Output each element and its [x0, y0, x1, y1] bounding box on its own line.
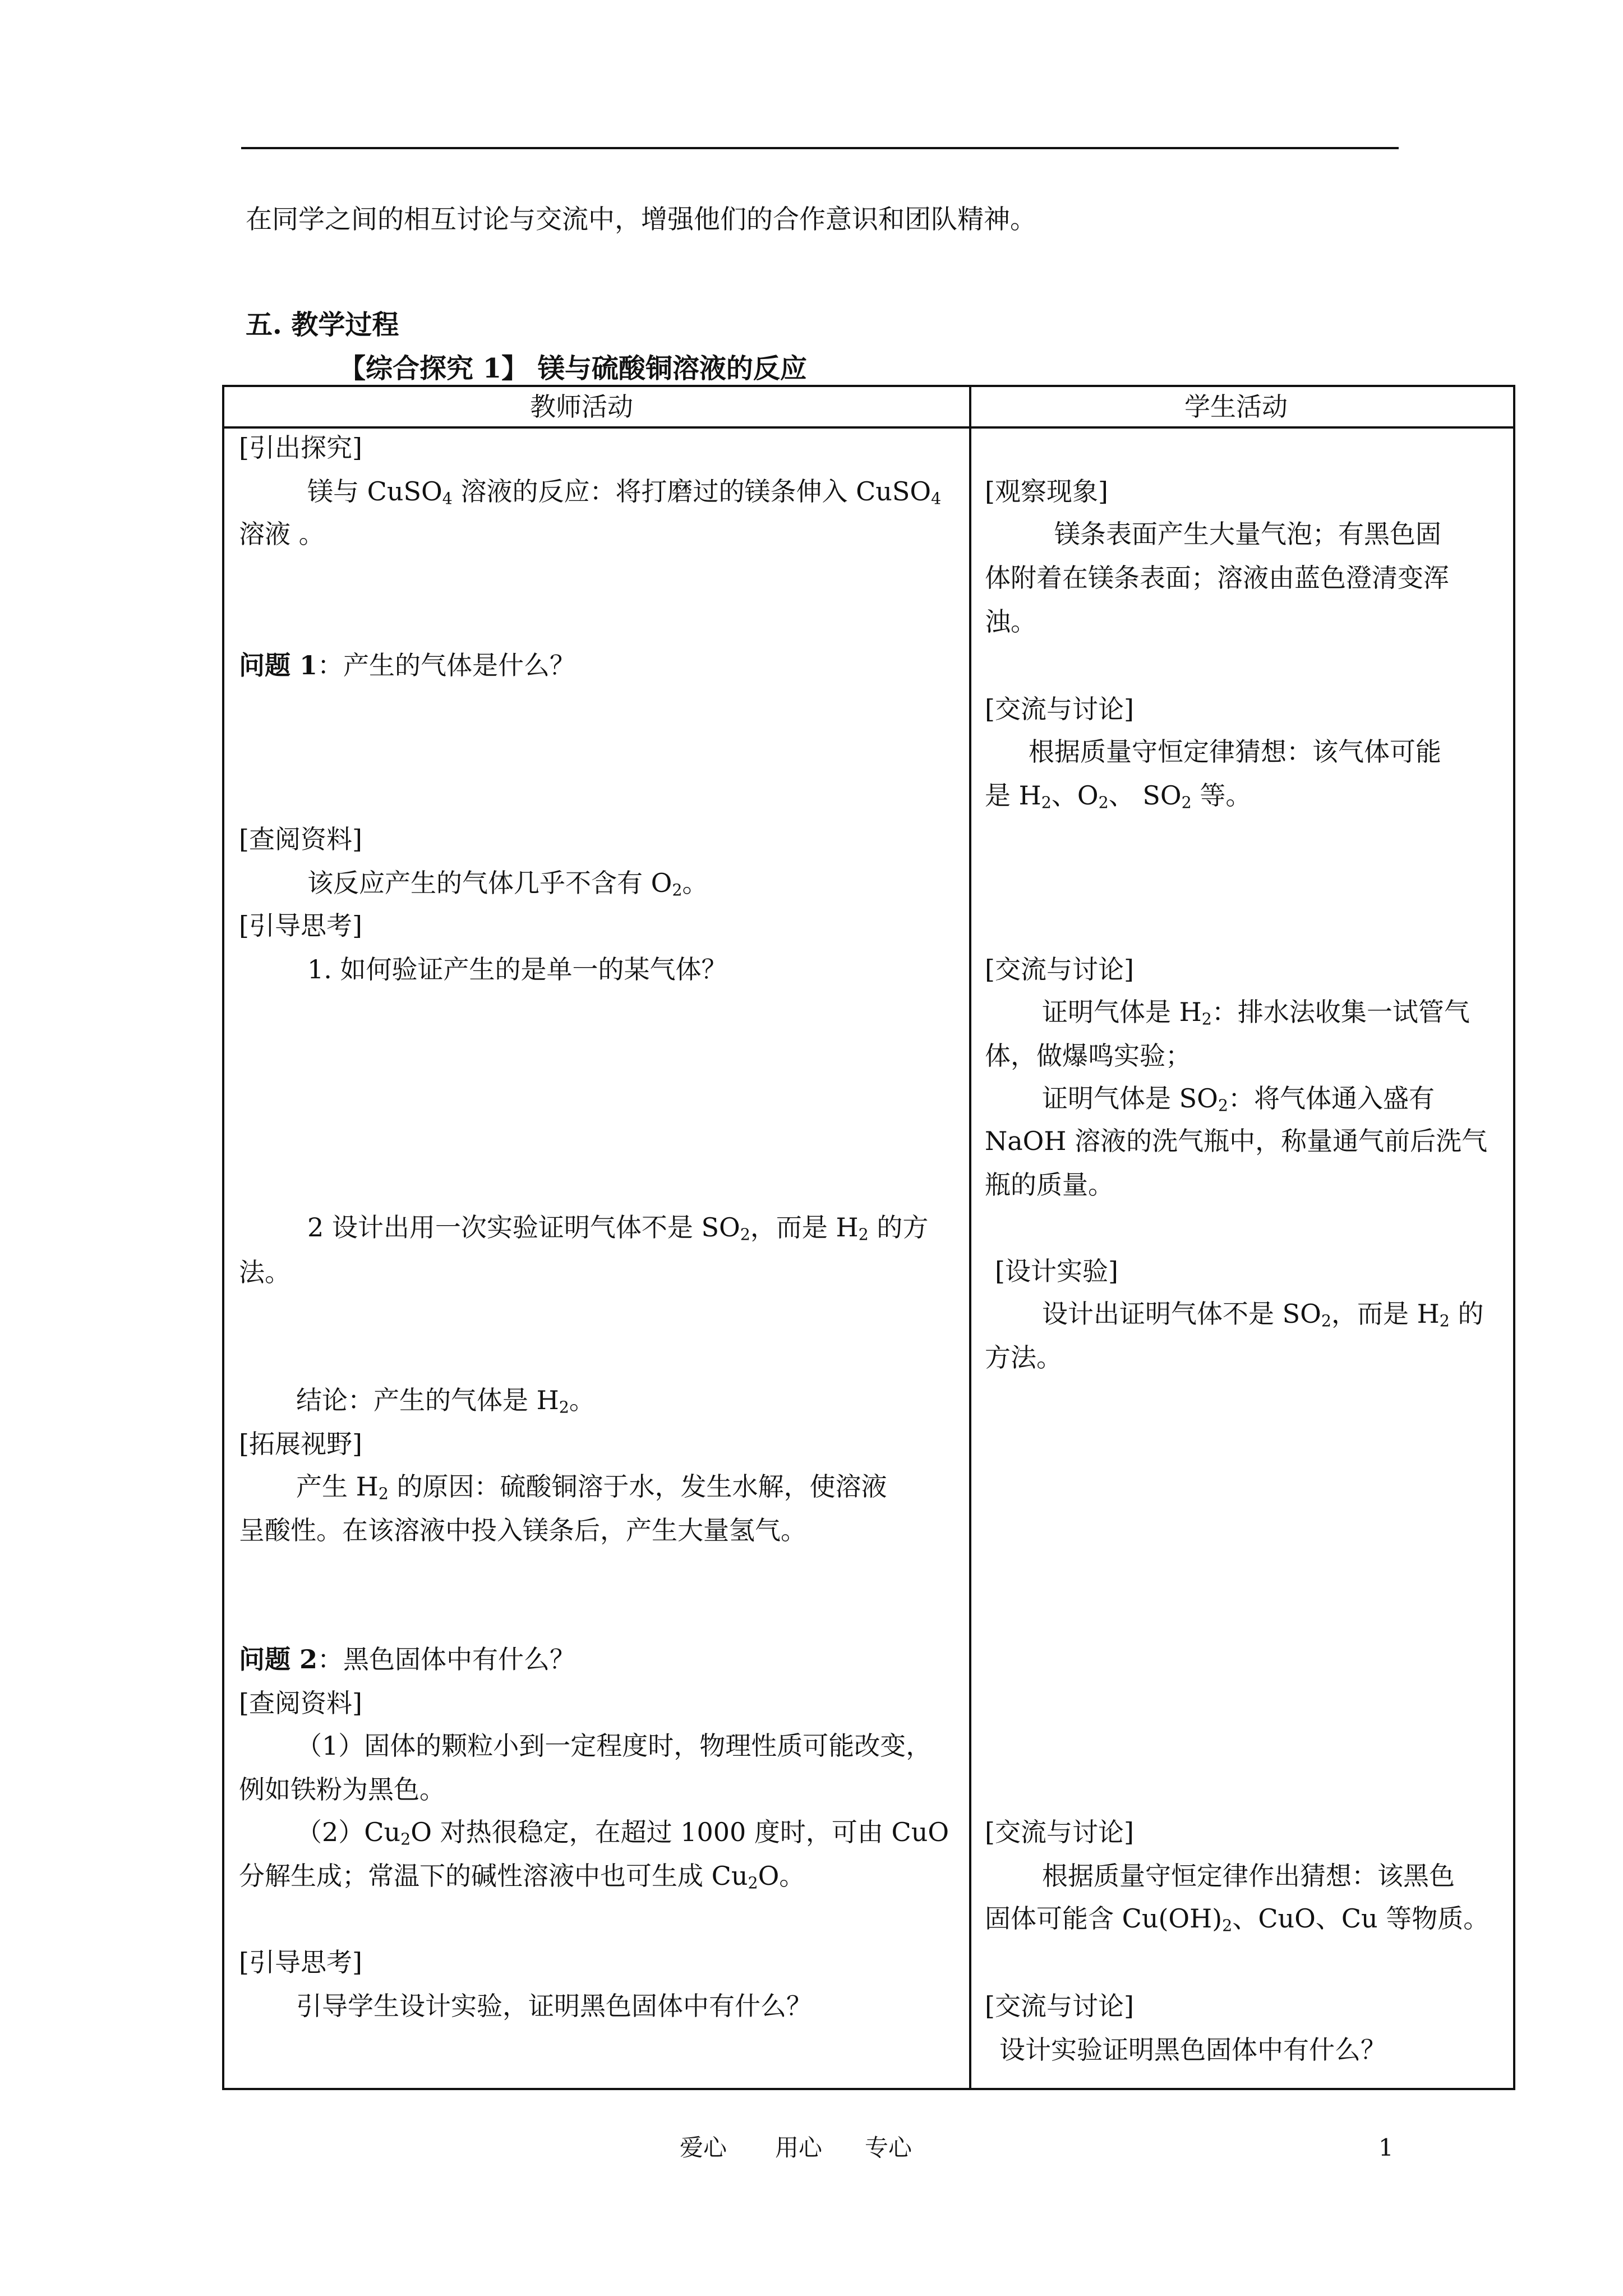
teacher-line: 该反应产生的气体几乎不含有 $O_2$。 [307, 868, 708, 900]
teacher-line: 引导学生设计实验，证明黑色固体中有什么？ [296, 1991, 812, 2021]
teacher-line: [引导思考] [239, 1947, 362, 1977]
student-line: [交流与讨论] [985, 954, 1134, 984]
student-line: NaOH 溶液的洗气瓶中，称量通气前后洗气 [985, 1126, 1488, 1156]
teacher-line: [拓展视野] [239, 1429, 362, 1459]
student-line: 根据质量守恒定律猜想：该气体可能 [1029, 737, 1441, 767]
teacher-line: $(2)Cu_2O$ 对热很稳定，在超过 1000 度时，可由 CuO [296, 1817, 949, 1849]
teacher-line: 分解生成；常温下的碱性溶液中也可生成 $Cu_2O$。 [239, 1861, 805, 1893]
teacher-line: [查阅资料] [239, 824, 362, 854]
section-title: 五. 教学过程 [246, 309, 399, 341]
student-line: 镁条表面产生大量气泡；有黑色固 [1054, 519, 1441, 549]
student-line: [交流与讨论] [985, 1817, 1134, 1847]
student-activity-header: 学生活动 [1184, 392, 1288, 422]
teacher-line: 1. 如何验证产生的是单一的某气体？ [307, 954, 727, 984]
footer-motto-love: 爱心 [680, 2134, 727, 2161]
student-line: 证明气体是 $SO_2$：将气体通入盛有 [1042, 1083, 1435, 1115]
footer-motto-care: 用心 [775, 2134, 823, 2161]
teacher-line: 产生 $H_2$ 的原因：硫酸铜溶于水，发生水解，使溶液 [296, 1471, 887, 1503]
intro-paragraph: 在同学之间的相互讨论与交流中，增强他们的合作意识和团队精神。 [246, 204, 1036, 235]
teacher-line: （1）固体的颗粒小到一定程度时，物理性质可能改变， [296, 1731, 932, 1761]
teacher-line: 结论：产生的气体是 $H_2$。 [296, 1385, 595, 1417]
teacher-line: 例如铁粉为黑色。 [239, 1774, 445, 1805]
student-line: [观察现象] [985, 476, 1108, 507]
teacher-line: [查阅资料] [239, 1688, 362, 1718]
student-line: [交流与讨论] [985, 1991, 1134, 2021]
student-line: 是 $H_2$、$O_2$、 $SO_2$ 等。 [985, 780, 1252, 812]
teacher-activity-header: 教师活动 [530, 392, 633, 422]
header-row-divider [224, 426, 1513, 429]
header-rule [241, 147, 1399, 149]
column-divider [969, 387, 971, 2088]
student-line: 根据质量守恒定律作出猜想：该黑色 [1042, 1861, 1455, 1891]
teacher-line: 溶液 。 [239, 519, 325, 549]
student-line: 证明气体是 $H_2$：排水法收集一试管气 [1042, 997, 1470, 1029]
subsection-title: 【综合探究 1】 镁与硫酸铜溶液的反应 [339, 353, 807, 384]
teacher-line: 2 设计出用一次实验证明气体不是 $SO_2$，而是 $H_2$ 的方 [307, 1212, 929, 1244]
student-line: [交流与讨论] [985, 694, 1134, 724]
teacher-line: [引出探究] [239, 432, 362, 463]
student-line: 体，做爆鸣实验； [985, 1041, 1191, 1071]
student-line: 浊。 [985, 606, 1036, 637]
question-2: 问题 2：黑色固体中有什么？ [239, 1644, 576, 1674]
student-line: [设计实验] [995, 1256, 1118, 1286]
student-line: 瓶的质量。 [985, 1170, 1114, 1200]
student-line: 体附着在镁条表面；溶液由蓝色澄清变浑 [985, 563, 1449, 593]
teacher-line: 法。 [239, 1257, 291, 1287]
teacher-line: 镁与 CuSO$_4$ 溶液的反应：将打磨过的镁条伸入 CuSO$_4$ [307, 476, 942, 508]
footer-motto-focus: 专心 [865, 2134, 912, 2161]
page-number: 1 [1378, 2134, 1394, 2161]
teacher-line: 呈酸性。在该溶液中投入镁条后，产生大量氢气。 [239, 1515, 806, 1545]
question-1: 问题 1：产生的气体是什么？ [239, 650, 576, 680]
student-line: 固体可能含 $Cu(OH)_2$、CuO、Cu 等物质。 [985, 1903, 1490, 1935]
student-line: 设计实验证明黑色固体中有什么？ [999, 2035, 1386, 2065]
student-line: 方法。 [985, 1342, 1062, 1373]
student-line: 设计出证明气体不是 $SO_2$，而是 $H_2$ 的 [1042, 1299, 1484, 1331]
teacher-line: [引导思考] [239, 910, 362, 941]
